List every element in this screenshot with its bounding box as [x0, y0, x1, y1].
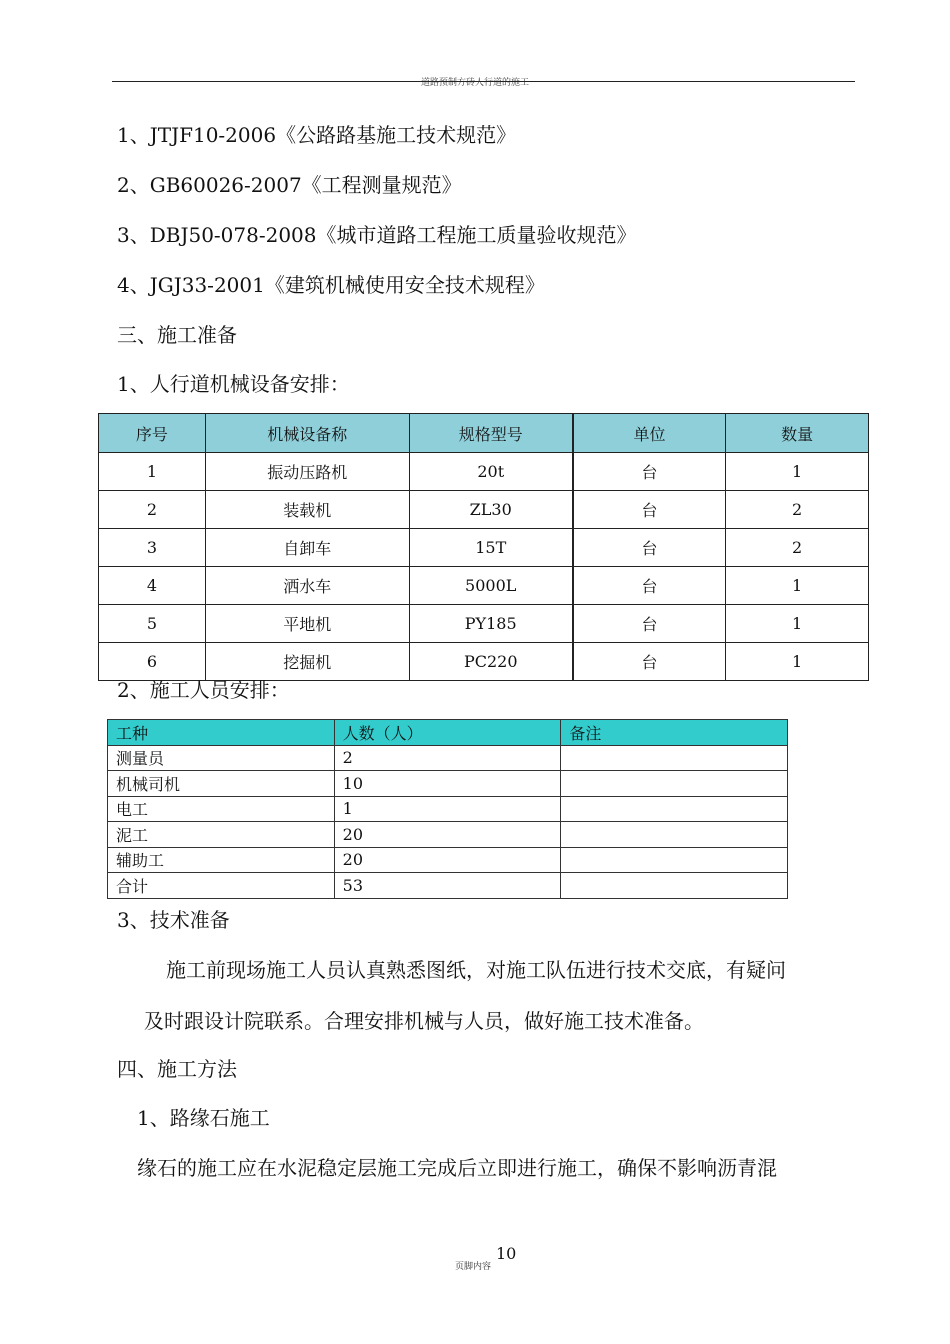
table-cell: 2 — [726, 491, 869, 529]
table-cell: 20t — [409, 453, 573, 491]
table-row — [108, 771, 788, 797]
table-cell: 15T — [409, 529, 573, 567]
table-cell: 台 — [573, 643, 726, 681]
table-cell — [561, 745, 788, 771]
table-cell: 电工 — [108, 796, 335, 822]
table-cell: 泥工 — [108, 822, 335, 848]
table-cell: 装载机 — [205, 491, 409, 529]
table-cell: 1 — [726, 453, 869, 491]
table-cell: PY185 — [409, 605, 573, 643]
table-cell — [561, 771, 788, 797]
equipment-header-cell: 规格型号 — [409, 414, 573, 453]
staff-header-cell: 人数（人） — [334, 720, 561, 746]
subheading-curb: 1、路缘石施工 — [137, 1106, 270, 1130]
table-cell: 1 — [726, 567, 869, 605]
equipment-header-cell: 机械设备称 — [205, 414, 409, 453]
page-header: 道路预制方砖人行道的施工 — [420, 78, 529, 88]
table-cell: 1 — [334, 796, 561, 822]
table-cell: 53 — [334, 873, 561, 899]
standard-item-3: 3、DBJ50-078-2008《城市道路工程施工质量验收规范》 — [117, 223, 637, 247]
table-cell: 2 — [99, 491, 206, 529]
equipment-header-cell: 序号 — [99, 414, 206, 453]
equipment-table — [98, 413, 869, 681]
table-cell: 合计 — [108, 873, 335, 899]
table-row — [99, 643, 869, 681]
table-cell — [561, 822, 788, 848]
equipment-header-cell: 单位 — [573, 414, 726, 453]
table-cell: 台 — [573, 529, 726, 567]
paragraph-line: 施工前现场施工人员认真熟悉图纸，对施工队伍进行技术交底，有疑问 — [166, 958, 786, 982]
table-row — [108, 847, 788, 873]
table-cell: 台 — [573, 453, 726, 491]
table-cell: 4 — [99, 567, 206, 605]
table-cell: 台 — [573, 605, 726, 643]
table-row — [99, 605, 869, 643]
table-cell: 10 — [334, 771, 561, 797]
table-cell: 2 — [726, 529, 869, 567]
table-cell: 6 — [99, 643, 206, 681]
header-rule — [112, 81, 855, 82]
standard-item-1: 1、JTJF10-2006《公路路基施工技术规范》 — [117, 123, 517, 147]
equipment-header-row — [99, 414, 869, 453]
table-cell: 挖掘机 — [205, 643, 409, 681]
table-row — [99, 567, 869, 605]
table-cell: ZL30 — [409, 491, 573, 529]
table-cell: 辅助工 — [108, 847, 335, 873]
table-cell: 1 — [726, 643, 869, 681]
table-cell: 平地机 — [205, 605, 409, 643]
paragraph-line: 及时跟设计院联系。合理安排机械与人员，做好施工技术准备。 — [144, 1009, 704, 1033]
table-row — [108, 796, 788, 822]
table-cell — [561, 873, 788, 899]
table-cell: 3 — [99, 529, 206, 567]
table-cell — [561, 847, 788, 873]
table-cell: 2 — [334, 745, 561, 771]
subheading-technical: 3、技术准备 — [117, 908, 230, 932]
paragraph-line: 缘石的施工应在水泥稳定层施工完成后立即进行施工，确保不影响沥青混 — [137, 1156, 777, 1180]
staff-header-cell: 工种 — [108, 720, 335, 746]
table-cell: 1 — [99, 453, 206, 491]
table-cell: PC220 — [409, 643, 573, 681]
table-row — [108, 745, 788, 771]
table-row — [99, 529, 869, 567]
table-cell: 台 — [573, 567, 726, 605]
table-row — [99, 491, 869, 529]
table-cell: 20 — [334, 822, 561, 848]
table-cell: 台 — [573, 491, 726, 529]
section-heading-4: 四、施工方法 — [117, 1057, 237, 1081]
table-cell: 振动压路机 — [205, 453, 409, 491]
subheading-equipment: 1、人行道机械设备安排： — [117, 372, 350, 396]
section-heading-3: 三、施工准备 — [117, 323, 237, 347]
page-number: 10 — [496, 1244, 517, 1263]
equipment-header-cell: 数量 — [726, 414, 869, 453]
table-row — [108, 873, 788, 899]
staff-table — [107, 719, 788, 899]
subheading-staff: 2、施工人员安排： — [117, 678, 290, 702]
staff-header-row — [108, 720, 788, 746]
table-cell: 5000L — [409, 567, 573, 605]
table-cell: 5 — [99, 605, 206, 643]
table-cell — [561, 796, 788, 822]
table-cell: 自卸车 — [205, 529, 409, 567]
footer-label: 页脚内容 — [455, 1262, 492, 1272]
table-cell: 测量员 — [108, 745, 335, 771]
standard-item-2: 2、GB60026-2007《工程测量规范》 — [117, 173, 462, 197]
table-row — [99, 453, 869, 491]
table-row — [108, 822, 788, 848]
table-cell: 机械司机 — [108, 771, 335, 797]
table-cell: 1 — [726, 605, 869, 643]
table-cell: 20 — [334, 847, 561, 873]
staff-header-cell: 备注 — [561, 720, 788, 746]
table-cell: 洒水车 — [205, 567, 409, 605]
standard-item-4: 4、JGJ33-2001《建筑机械使用安全技术规程》 — [117, 273, 545, 297]
